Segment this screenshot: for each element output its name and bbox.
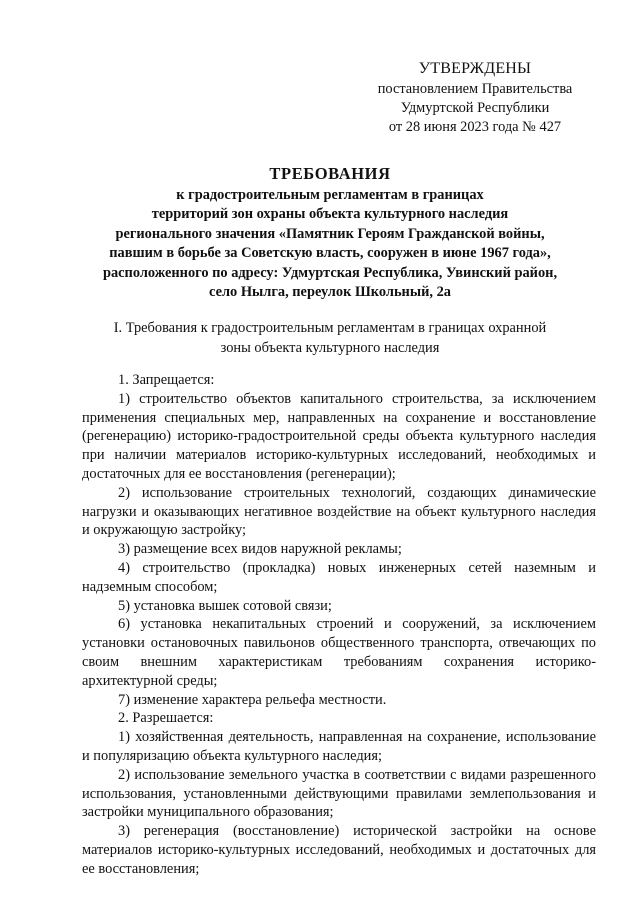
paragraph-item: 1) строительство объектов капитального строительства, за исключением применения специальных мер, направленных на сохранение и восстановление (регенерацию) историко-градостроительной среды объекта культурного наследия при наличии материалов историко-культурных исследований, необходимых и достаточных для ее восстановления (регенерации); bbox=[82, 390, 596, 482]
section-title-line: зоны объекта культурного наследия bbox=[220, 340, 440, 356]
title-line: к градостроительным регламентам в границах bbox=[176, 187, 484, 203]
section-title-line: I. Требования к градостроительным регламентам в границах охранной bbox=[113, 320, 547, 336]
document-title bbox=[60, 162, 600, 302]
title-line: территорий зон охраны объекта культурного наследия bbox=[151, 206, 509, 223]
approval-block bbox=[360, 58, 590, 137]
paragraph-item: 4) строительство (прокладка) новых инженерных сетей наземным и надземным способом; bbox=[82, 559, 596, 595]
approval-line: от 28 июня 2023 года № 427 bbox=[388, 119, 562, 135]
paragraph-item: 3) регенерация (восстановление) исторической застройки на основе материалов историко-культурных исследований, необходимых и достаточных для ее восстановления; bbox=[82, 823, 596, 877]
approval-line: Удмуртской Республики bbox=[400, 100, 550, 116]
paragraph-item: 1) хозяйственная деятельность, направленная на сохранение, использование и популяризацию объекта культурного наследия; bbox=[82, 729, 596, 764]
document-body bbox=[82, 371, 596, 879]
paragraph-item: 7) изменение характера рельефа местности. bbox=[118, 691, 387, 708]
title-heading: ТРЕБОВАНИЯ bbox=[269, 164, 391, 183]
paragraph-item: 2) использование строительных технологий, создающих динамические нагрузки и оказывающих негативное воздействие на объект культурного наследия и окружающую застройку; bbox=[82, 484, 596, 539]
approval-line: постановлением Правительства bbox=[377, 81, 573, 97]
section-title bbox=[80, 318, 580, 358]
title-line: расположенного по адресу: Удмуртская Республика, Увинский район, bbox=[102, 264, 558, 281]
title-line: павшим в борьбе за Советскую власть, сооружен в июне 1967 года», bbox=[109, 245, 551, 262]
approval-heading: УТВЕРЖДЕНЫ bbox=[418, 60, 532, 77]
paragraph-allowed-heading: 2. Разрешается: bbox=[118, 710, 214, 727]
paragraph-item: 2) использование земельного участка в соответствии с видами разрешенного использования, установленными действующими правилами землепользования и застройки муниципального образования; bbox=[82, 766, 596, 821]
paragraph-item: 5) установка вышек сотовой связи; bbox=[118, 597, 332, 614]
paragraph-item: 3) размещение всех видов наружной рекламы; bbox=[118, 541, 402, 558]
title-line: регионального значения «Памятник Героям Гражданской войны, bbox=[115, 225, 545, 242]
title-line: село Нылга, переулок Школьный, 2а bbox=[209, 284, 451, 301]
paragraph-item: 6) установка некапитальных строений и сооружений, за исключением установки остановочных павильонов общественного транспорта, отвечающих по своим внешним характеристикам требованиям сохранения историко-архитектурной среды; bbox=[82, 616, 596, 689]
paragraph-prohibited-heading: 1. Запрещается: bbox=[118, 372, 215, 388]
